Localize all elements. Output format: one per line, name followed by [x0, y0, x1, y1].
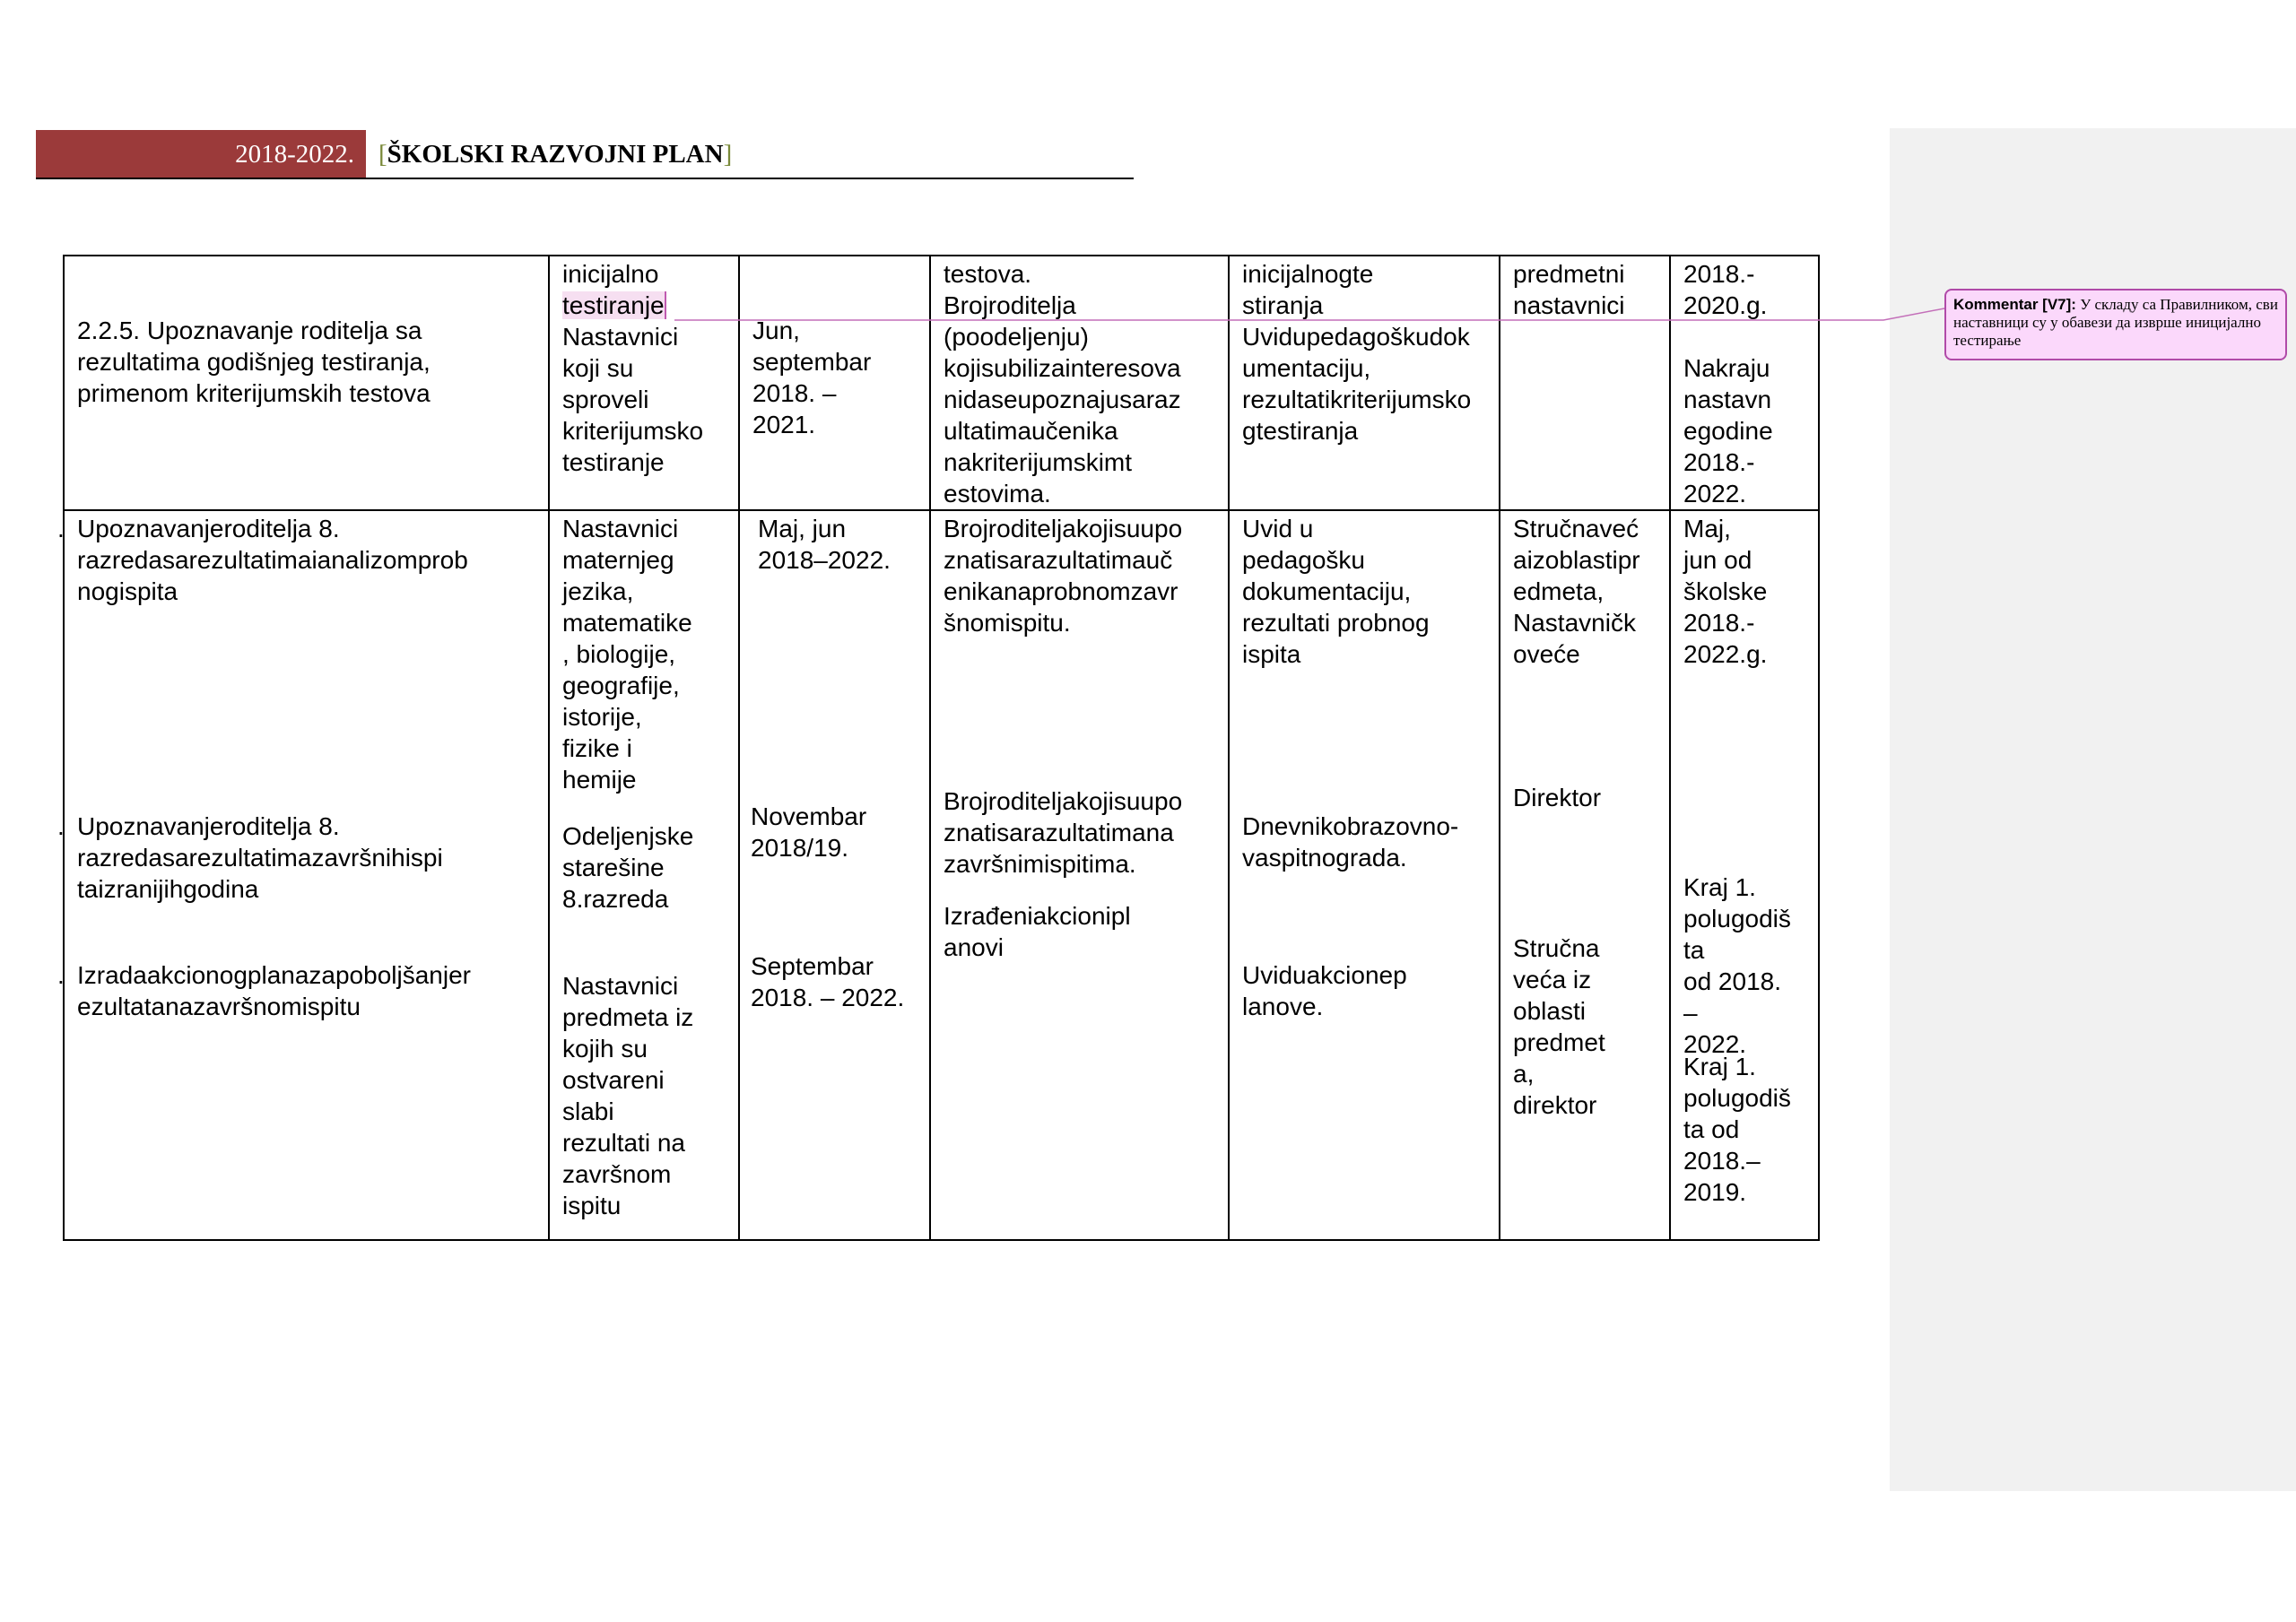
indicators-text: testova. Brojroditelja (poodeljenju) kojisubilizainteresova nidaseupoznajusaraz ultatimaučenika nakriterijumskimt estovima. [944, 260, 1181, 507]
responsible-text: Stručna veća iz oblasti predmet a, direktor [1513, 934, 1605, 1119]
carriers-line: inicijalno [562, 260, 659, 288]
carriers-text: Odeljenjske starešine 8.razreda [562, 822, 694, 913]
deadline-cell [1670, 510, 1819, 1240]
deadline-text: Kraj 1. polugodiš ta od 2018.– 2019. [1683, 1053, 1791, 1206]
carriers-cell [549, 510, 739, 1240]
evidence-cell [1229, 256, 1500, 510]
deadline-text: Maj, jun od školske 2018.- 2022.g. [1683, 515, 1768, 668]
activity-text: Upoznavanjeroditelja 8. razredasarezultatimaianalizomprob nogispita [77, 515, 468, 605]
carriers-text: Nastavnici predmeta iz kojih su ostvareni slabi rezultati na završnom ispitu [562, 972, 694, 1219]
table-row [64, 510, 1819, 1240]
activity-text: 2.2.5. Upoznavanje roditelja sa rezultatima godišnjeg testiranja, primenom kriterijumskih testova [77, 317, 430, 407]
evidence-text: Uvid u pedagošku dokumentaciju, rezultati probnog ispita [1242, 515, 1430, 668]
evidence-text: inicijalnogte stiranja Uvidupedagoškudok umentaciju, rezultatikriterijumsko gtestiranja [1242, 260, 1472, 445]
highlighted-text[interactable]: testiranje [562, 291, 665, 319]
header-rule [36, 178, 1134, 179]
evidence-text: Uviduakcionep lanove. [1242, 961, 1407, 1020]
time-cell [739, 256, 930, 510]
indicators-cell [930, 510, 1229, 1240]
comment-label: Kommentar [V7]: [1953, 296, 2076, 313]
responsible-text: Stručnaveć aizoblastipr edmeta, Nastavničk oveće [1513, 515, 1640, 668]
responsible-cell [1500, 510, 1670, 1240]
deadline-text: Kraj 1. polugodiš ta od 2018. – 2022. [1683, 873, 1791, 1058]
header-years: 2018-2022. [235, 140, 354, 169]
deadline-cell [1670, 256, 1819, 510]
activity-cell: . Upoznavanjeroditelja 8. razredasarezultatimaianalizomprob nogispita . Upoznavanjeroditelja 8. razredasarezultatimazavršnihispi taizranijihgodina . Izradaakcionogplanazapoboljšanjer ezultatanazavršnomispitu [64, 510, 549, 1240]
indicators-text: Izrađeniakcionipl anovi [944, 902, 1131, 961]
header-bracket-close: ] [723, 140, 733, 169]
table-row [64, 256, 1819, 510]
carriers-cell [549, 256, 739, 510]
activity-cell [64, 256, 549, 510]
header-title [378, 130, 732, 179]
evidence-cell [1229, 510, 1500, 1240]
time-text: Maj, jun 2018–2022. [758, 515, 891, 574]
responsible-cell [1500, 256, 1670, 510]
time-text: Novembar 2018/19. [751, 802, 867, 862]
responsible-text: Direktor [1513, 784, 1602, 811]
carriers-text: Nastavnici koji su sproveli kriterijumsko testiranje [562, 323, 704, 476]
indicators-cell [930, 256, 1229, 510]
comment-balloon[interactable] [1944, 289, 2287, 360]
time-text: Septembar 2018. – 2022. [751, 952, 905, 1011]
time-cell [739, 510, 930, 1240]
activity-text: Izradaakcionogplanazapoboljšanjer ezultatanazavršnomispitu [77, 961, 471, 1020]
responsible-text: predmetni nastavnici [1513, 260, 1625, 319]
carriers-text: Nastavnici maternjeg jezika, matematike , biologije, geografije, istorije, fizike i hemije [562, 515, 692, 794]
deadline-text: 2018.- 2020.g. Nakraju nastavn egodine 2018.- 2022. [1683, 260, 1773, 507]
indicators-text: Brojroditeljakojisuupo znatisarazultatimauč enikanaprobnomzavr šnomispitu. [944, 515, 1183, 637]
comment-text: У складу са Правилником, сви наставници су у обавези да изврше иницијално тестирање [1953, 296, 2278, 349]
indicators-text: Brojroditeljakojisuupo znatisarazultatimana završnimispitima. [944, 787, 1183, 878]
development-plan-table [57, 255, 1820, 1241]
time-text: Jun, septembar 2018. – 2021. [752, 317, 872, 438]
evidence-text: Dnevnikobrazovno- vaspitnograda. [1242, 812, 1459, 872]
header-bracket-open: [ [378, 140, 387, 169]
header-title-text: ŠKOLSKI RAZVOJNI PLAN [387, 140, 724, 169]
activity-text: Upoznavanjeroditelja 8. razredasarezultatimazavršnihispi taizranijihgodina [77, 812, 443, 903]
